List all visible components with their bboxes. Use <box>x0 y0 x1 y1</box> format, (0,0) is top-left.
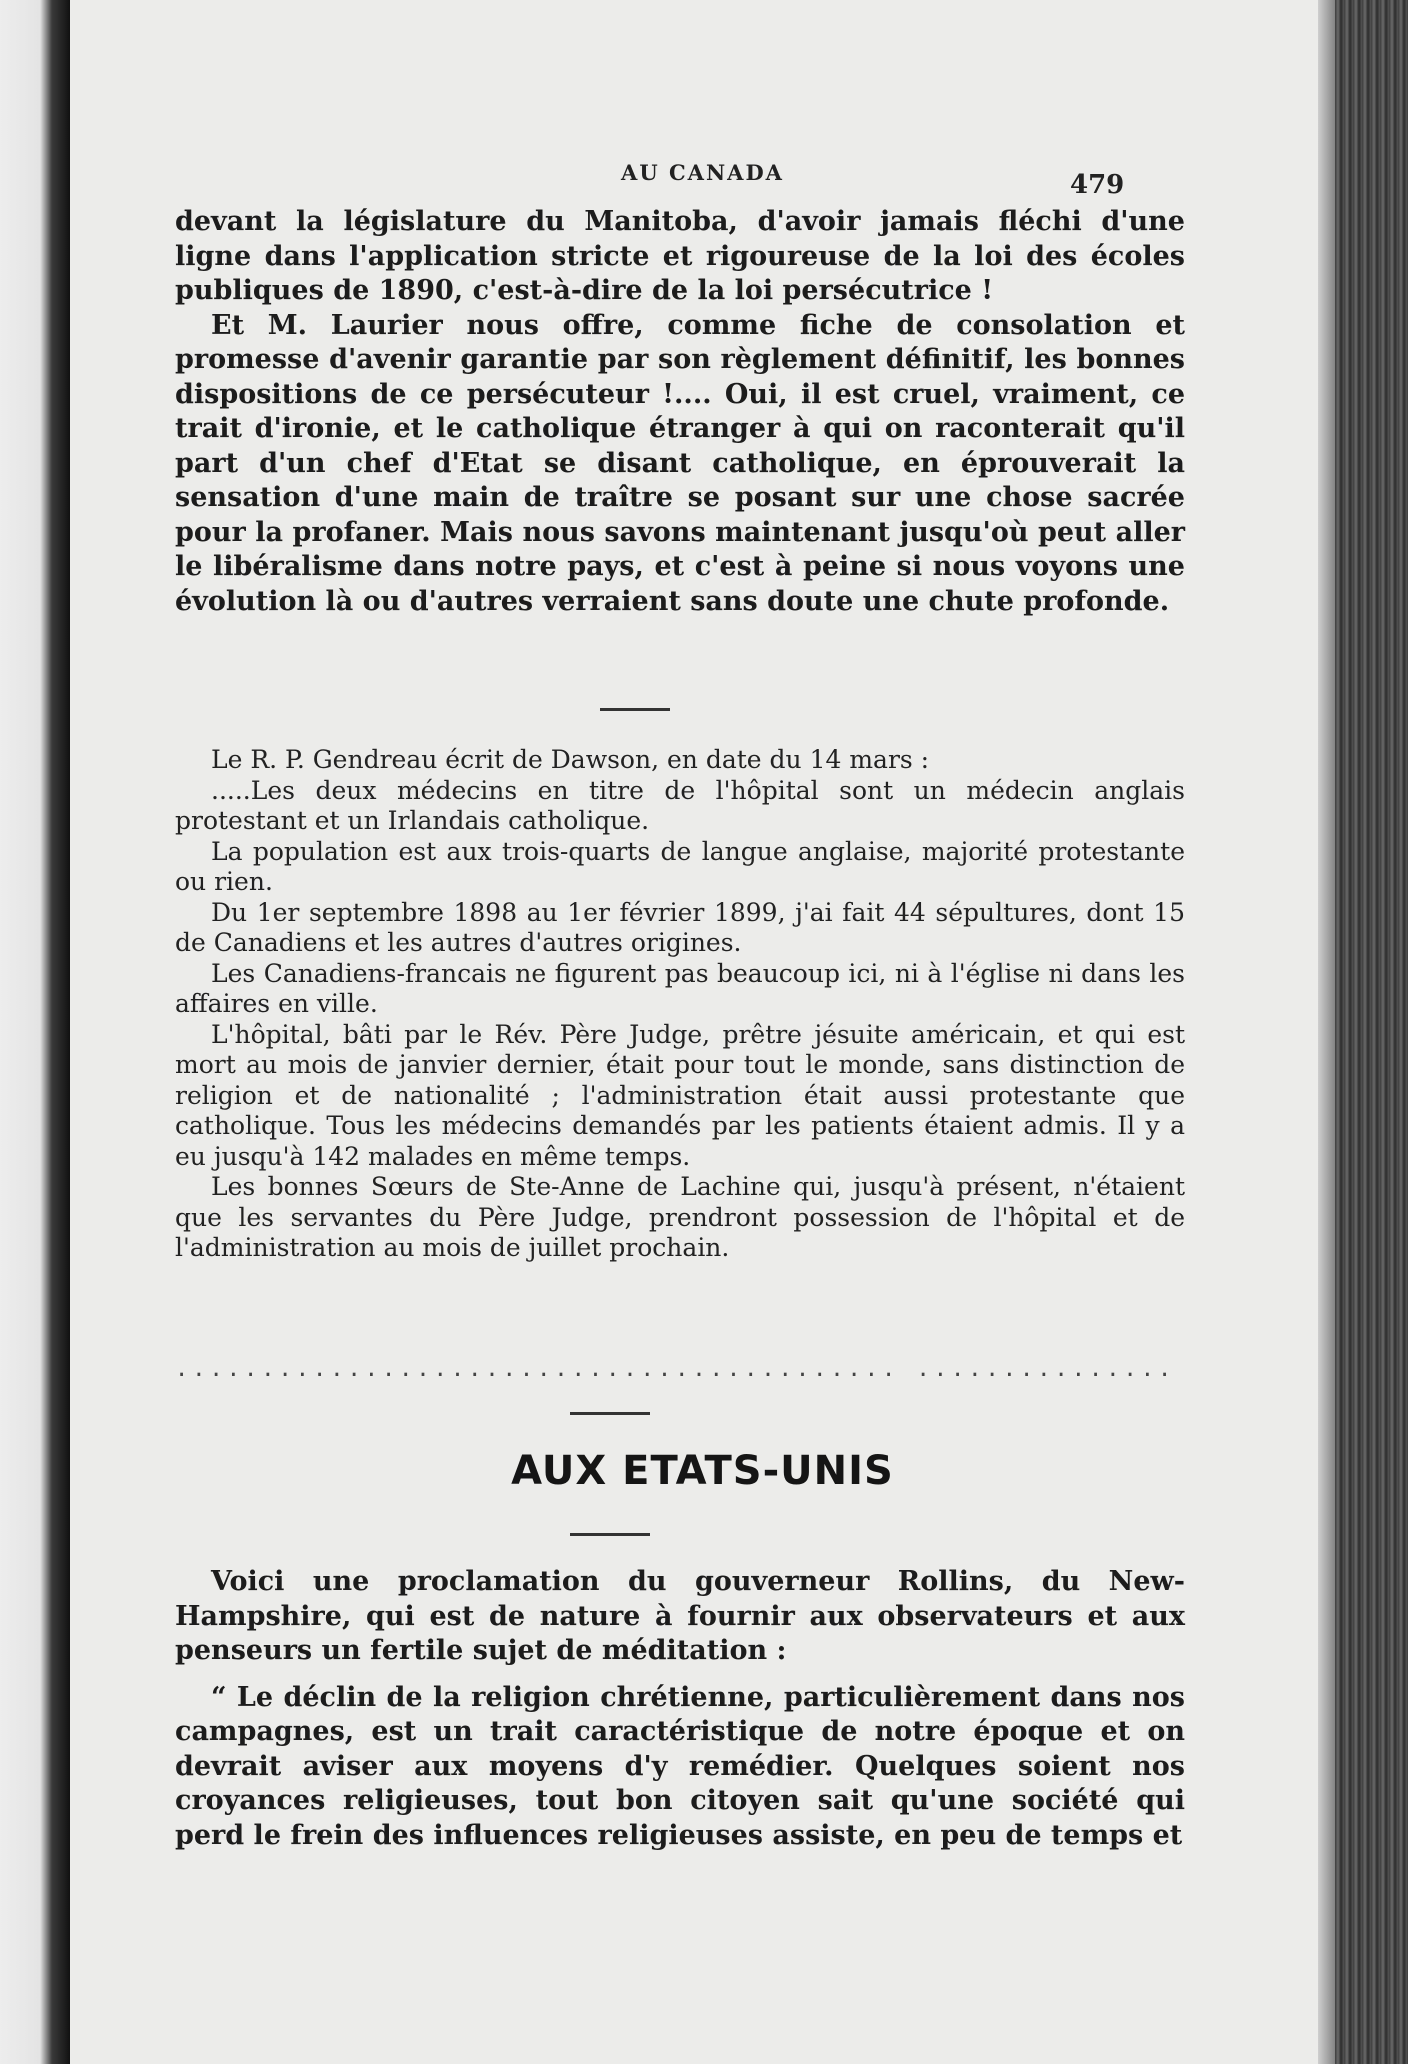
letter-paragraph: Du 1er septembre 1898 au 1er février 1899, j'ai fait 44 sépultures, dont 15 de Canadiens et les autres d'autres origines. <box>175 897 1185 957</box>
letter-paragraph: Les bonnes Sœurs de Ste-Anne de Lachine qui, jusqu'à présent, n'étaient que les servantes du Père Judge, prendront possession de l'hôpital et de l'administration au mois de juillet prochain. <box>175 1172 1185 1262</box>
section-heading: AUX ETATS-UNIS <box>511 1448 894 1494</box>
letter-excerpt <box>175 745 1185 1264</box>
paragraph: “ Le déclin de la religion chrétienne, particulièrement dans nos campagnes, est un trait caractéristique de notre époque et on devrait aviser aux moyens d'y remédier. Quelques soient nos croyances religieuses, tout bon citoyen sait qu'une société qui perd le frein des influences religieuses assiste, en peu de temps et <box>175 1681 1185 1851</box>
section-divider <box>570 1533 650 1536</box>
page-number: 479 <box>1070 170 1125 200</box>
section-usa-text <box>175 1565 1185 1853</box>
book-left-edge <box>0 0 70 2064</box>
letter-paragraph: Les Canadiens-francais ne figurent pas beaucoup ici, ni à l'église ni dans les affaires en ville. <box>175 958 1185 1018</box>
book-right-edge <box>1335 0 1408 2064</box>
letter-intro: Le R. P. Gendreau écrit de Dawson, en date du 14 mars : <box>211 745 930 774</box>
running-head: AU CANADA <box>621 160 784 185</box>
paragraph: Et M. Laurier nous offre, comme fiche de consolation et promesse d'avenir garantie par son règlement définitif, les bonnes dispositions de ce persécuteur !.... Oui, il est cruel, vraiment, ce trait d'ironie, et le catholique étranger à qui on raconterait qu'il part d'un chef d'Etat se disant catholique, en éprouverait la sensation d'une main de traître se posant sur une chose sacrée pour la profaner. Mais nous savons maintenant jusqu'où peut aller le libéralisme dans notre pays, et c'est à peine si nous voyons une évolution là ou d'autres verraient sans doute une chute profonde. <box>175 309 1185 617</box>
section-canada-text <box>175 205 1185 619</box>
paragraph: devant la législature du Manitoba, d'avoir jamais fléchi d'une ligne dans l'application stricte et rigoureuse de la loi des écoles publiques de 1890, c'est-à-dire de la loi persécutrice ! <box>175 206 1185 306</box>
book-page <box>70 0 1335 2064</box>
paragraph: Voici une proclamation du gouverneur Rollins, du New-Hampshire, qui est de nature à fournir aux observateurs et aux penseurs un fertile sujet de méditation : <box>175 1566 1185 1666</box>
ellipsis-line: .......................................... ............... <box>175 1357 1176 1382</box>
letter-paragraph: .....Les deux médecins en titre de l'hôpital sont un médecin anglais protestant et un Irlandais catholique. <box>175 775 1185 835</box>
letter-paragraph: La population est aux trois-quarts de langue anglaise, majorité protestante ou rien. <box>175 836 1185 896</box>
section-divider <box>570 1412 650 1415</box>
letter-paragraph: L'hôpital, bâti par le Rév. Père Judge, prêtre jésuite américain, et qui est mort au mois de janvier dernier, était pour tout le monde, sans distinction de religion et de nationalité ; l'administration était aussi protestante que catholique. Tous les médecins demandés par les patients étaient admis. Il y a eu jusqu'à 142 malades en même temps. <box>175 1019 1185 1171</box>
section-divider <box>600 708 670 711</box>
